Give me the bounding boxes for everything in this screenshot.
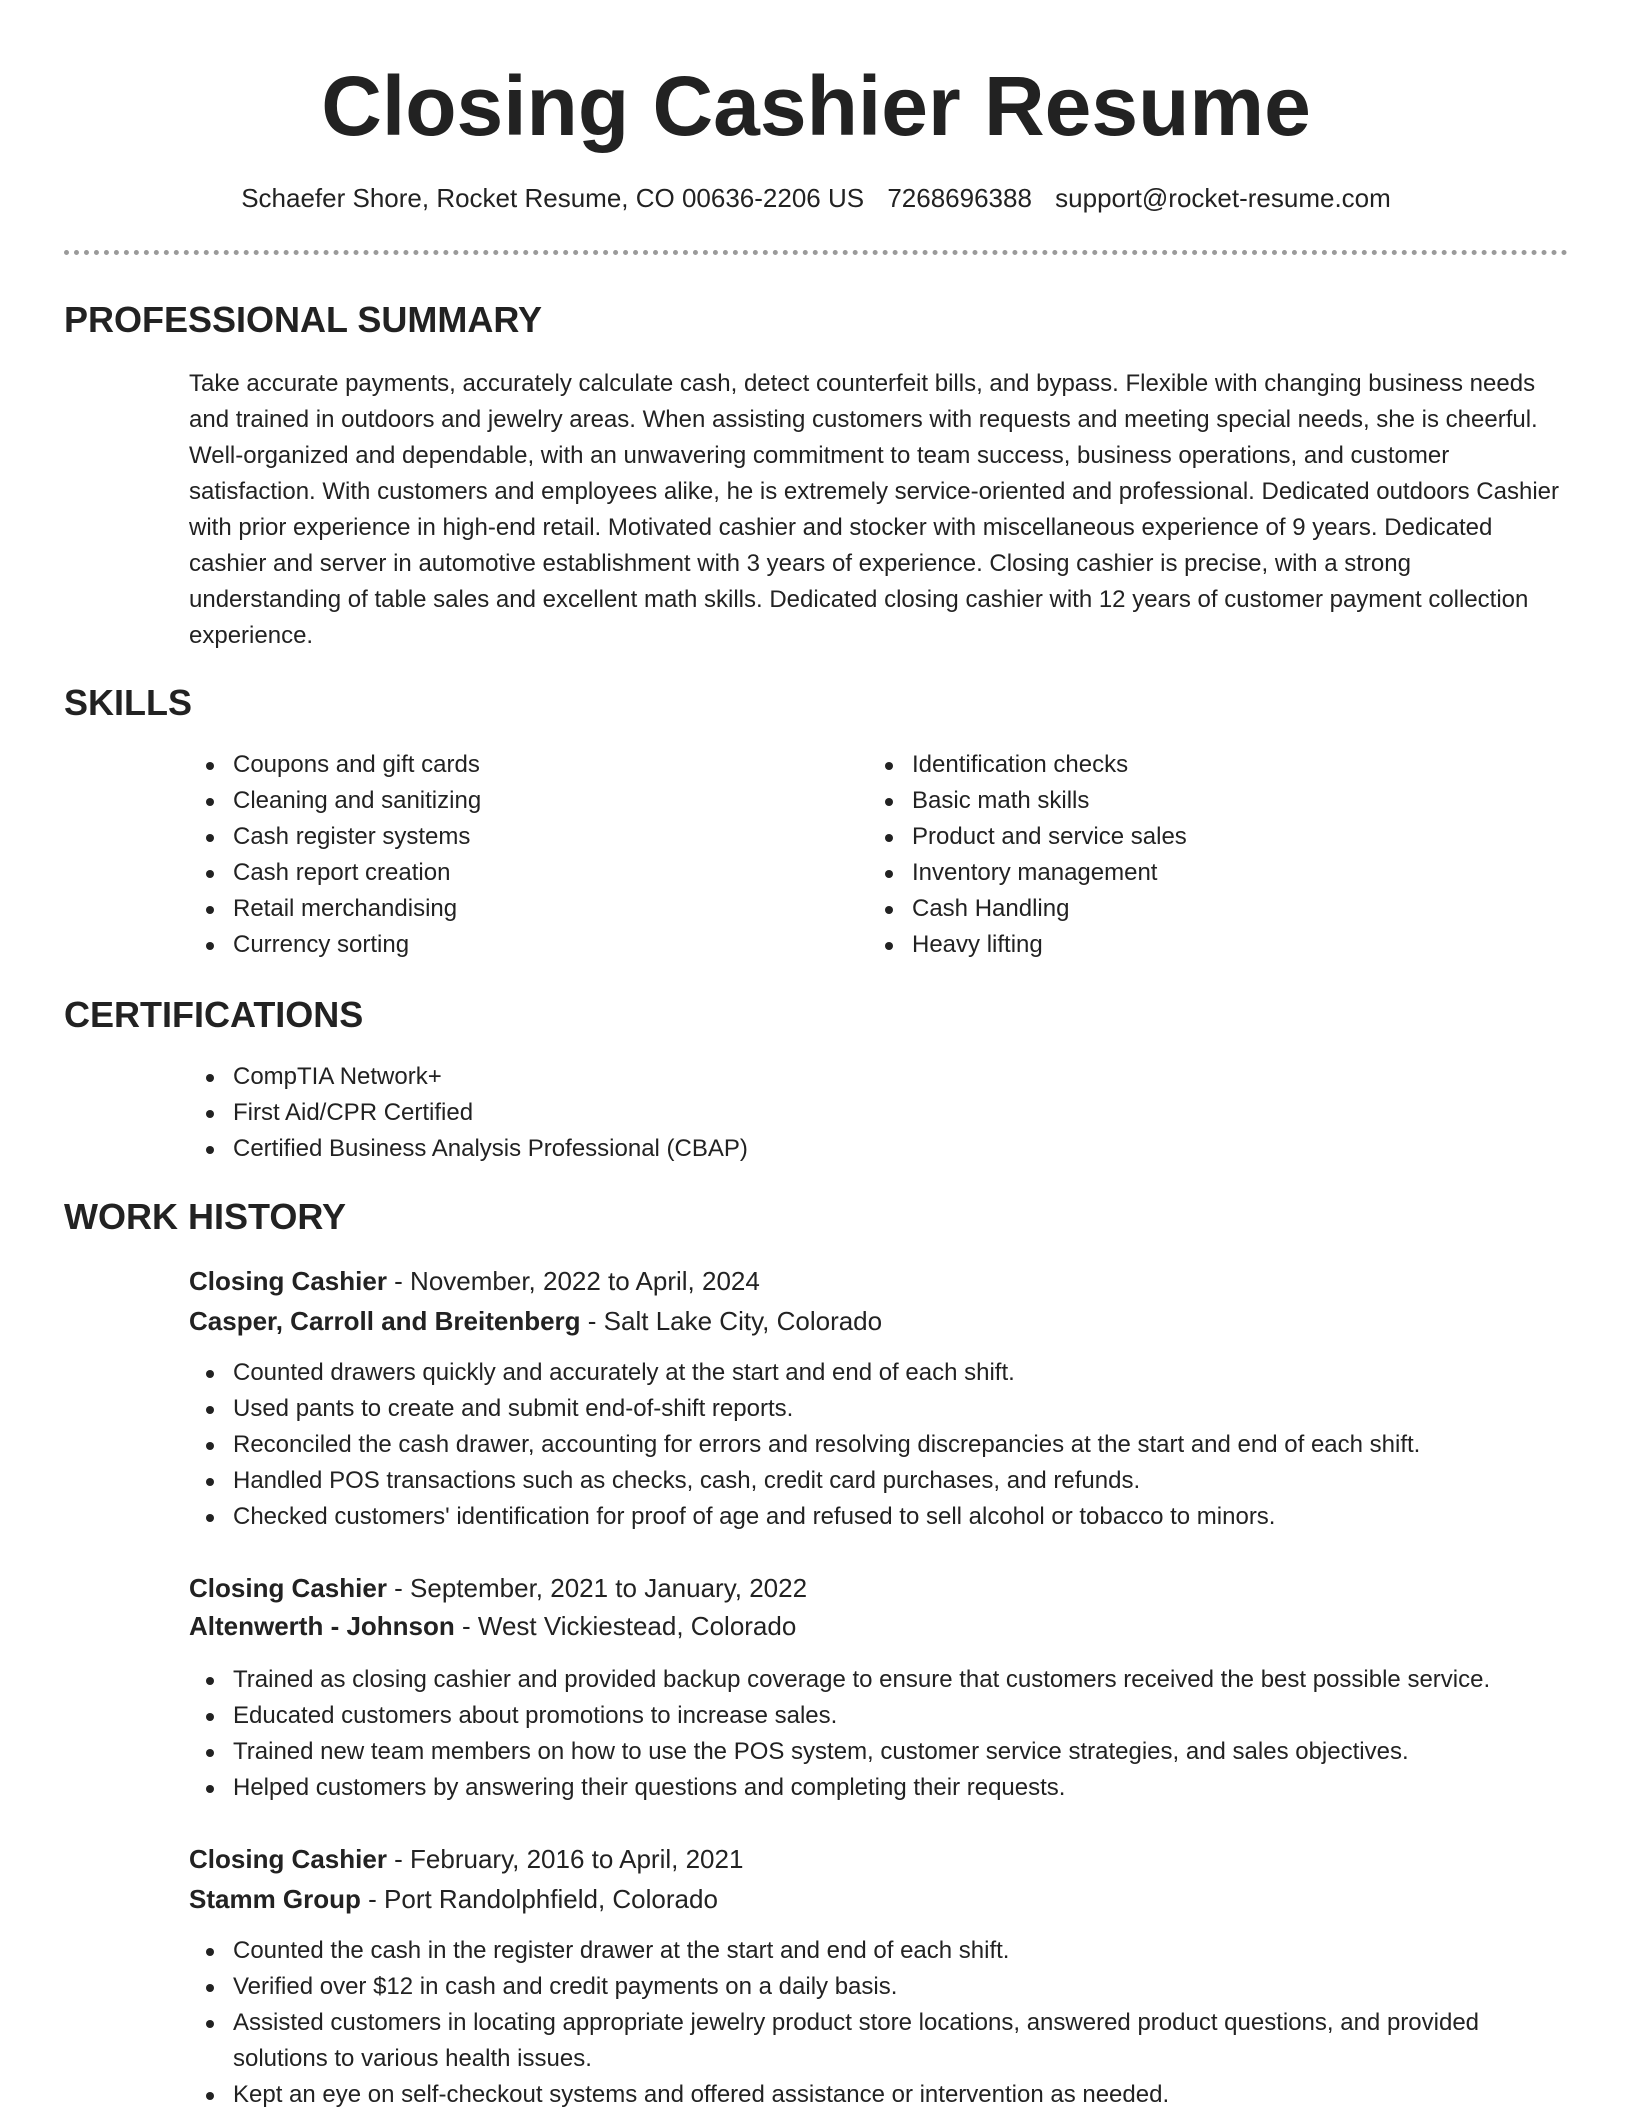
job-location: - West Vickiestead, Colorado <box>454 1611 797 1641</box>
certifications-list <box>189 1059 1489 1167</box>
job-title: Closing Cashier <box>189 1844 387 1874</box>
summary-text: Take accurate payments, accurately calculate cash, detect counterfeit bills, and bypass. Flexible with changing business needs and trained in outdoors and jewelry areas. When assisting customers with requests and meeting special needs, she is cheerful. Well-organized and dependable, with an unwavering commitment to team success, business operations, and customer satisfaction. With customers and employees alike, he is extremely service-oriented and professional. Dedicated outdoors Cashier with prior experience in high-end retail. Motivated cashier and stocker with miscellaneous experience of 9 years. Dedicated cashier and server in automotive establishment with 3 years of experience. Closing cashier is precise, with a strong understanding of table sales and excellent math skills. Dedicated closing cashier with 12 years of customer payment collection experience. <box>189 370 1559 649</box>
job-company-line <box>189 1606 796 1646</box>
skill-item: Coupons and gift cards <box>189 747 829 783</box>
skill-item: Basic math skills <box>868 783 1508 819</box>
job-duty-item: Used pants to create and submit end-of-shift reports. <box>189 1391 1561 1427</box>
certification-item: Certified Business Analysis Professional (CBAP) <box>189 1131 1489 1167</box>
job-location: - Salt Lake City, Colorado <box>580 1306 883 1336</box>
skill-item: Identification checks <box>868 747 1508 783</box>
work-history-heading: WORK HISTORY <box>64 1196 347 1237</box>
job-duty-item: Counted drawers quickly and accurately at the start and end of each shift. <box>189 1355 1561 1391</box>
header-divider <box>64 250 1568 255</box>
skills-heading: SKILLS <box>64 682 193 723</box>
job-company: Casper, Carroll and Breitenberg <box>189 1306 581 1336</box>
job-duty-item: Assisted customers in locating appropriate jewelry product store locations, answered product questions, and provided solutions to various health issues. <box>189 2005 1561 2077</box>
skill-item: Cleaning and sanitizing <box>189 783 829 819</box>
job-duty-item: Reconciled the cash drawer, accounting for errors and resolving discrepancies at the start and end of each shift. <box>189 1427 1561 1463</box>
job-duty-item: Verified over $12 in cash and credit payments on a daily basis. <box>189 1969 1561 2005</box>
certification-item: CompTIA Network+ <box>189 1059 1489 1095</box>
job-company: Altenwerth - Johnson <box>189 1611 455 1641</box>
skills-list-right <box>868 747 1508 963</box>
skills-list-left <box>189 747 829 963</box>
job-title-line <box>189 1261 760 1301</box>
contact-line <box>0 180 1632 216</box>
job-title: Closing Cashier <box>189 1573 387 1603</box>
job-duty-item: Checked customers' identification for proof of age and refused to sell alcohol or tobacco to minors. <box>189 1499 1561 1535</box>
job-duty-item: Trained new team members on how to use the POS system, customer service strategies, and sales objectives. <box>189 1734 1561 1770</box>
skill-item: Product and service sales <box>868 819 1508 855</box>
skill-item: Inventory management <box>868 855 1508 891</box>
job-title: Closing Cashier <box>189 1266 387 1296</box>
job-duty-item: Handled POS transactions such as checks, cash, credit card purchases, and refunds. <box>189 1463 1561 1499</box>
skill-item: Heavy lifting <box>868 927 1508 963</box>
contact-phone: 7268696388 <box>887 183 1032 213</box>
job-company-line <box>189 1879 718 1919</box>
job-company: Stamm Group <box>189 1884 361 1914</box>
job-company-line <box>189 1301 882 1341</box>
contact-email: support@rocket-resume.com <box>1055 183 1391 213</box>
job-duty-item: Trained as closing cashier and provided backup coverage to ensure that customers received the best possible service. <box>189 1662 1561 1698</box>
job-duties-list <box>189 1662 1561 1806</box>
skill-item: Currency sorting <box>189 927 829 963</box>
job-duties-list <box>189 1355 1561 1535</box>
job-dates: - November, 2022 to April, 2024 <box>386 1266 760 1296</box>
skill-item: Cash report creation <box>189 855 829 891</box>
resume-title: Closing Cashier Resume <box>321 59 1311 153</box>
job-duty-item: Helped customers by answering their questions and completing their requests. <box>189 1770 1561 1806</box>
job-title-line <box>189 1839 743 1879</box>
job-duties-list <box>189 1933 1561 2113</box>
certification-item: First Aid/CPR Certified <box>189 1095 1489 1131</box>
job-duty-item: Counted the cash in the register drawer at the start and end of each shift. <box>189 1933 1561 1969</box>
job-duty-item: Kept an eye on self-checkout systems and offered assistance or intervention as needed. <box>189 2077 1561 2113</box>
skill-item: Cash Handling <box>868 891 1508 927</box>
skill-item: Retail merchandising <box>189 891 829 927</box>
job-dates: - September, 2021 to January, 2022 <box>386 1573 808 1603</box>
job-title-line <box>189 1568 807 1608</box>
skill-item: Cash register systems <box>189 819 829 855</box>
summary-heading: PROFESSIONAL SUMMARY <box>64 299 543 340</box>
job-dates: - February, 2016 to April, 2021 <box>386 1844 744 1874</box>
job-location: - Port Randolphfield, Colorado <box>360 1884 718 1914</box>
contact-address: Schaefer Shore, Rocket Resume, CO 00636-2206 US <box>241 183 865 213</box>
certifications-heading: CERTIFICATIONS <box>64 994 364 1035</box>
job-duty-item: Educated customers about promotions to increase sales. <box>189 1698 1561 1734</box>
